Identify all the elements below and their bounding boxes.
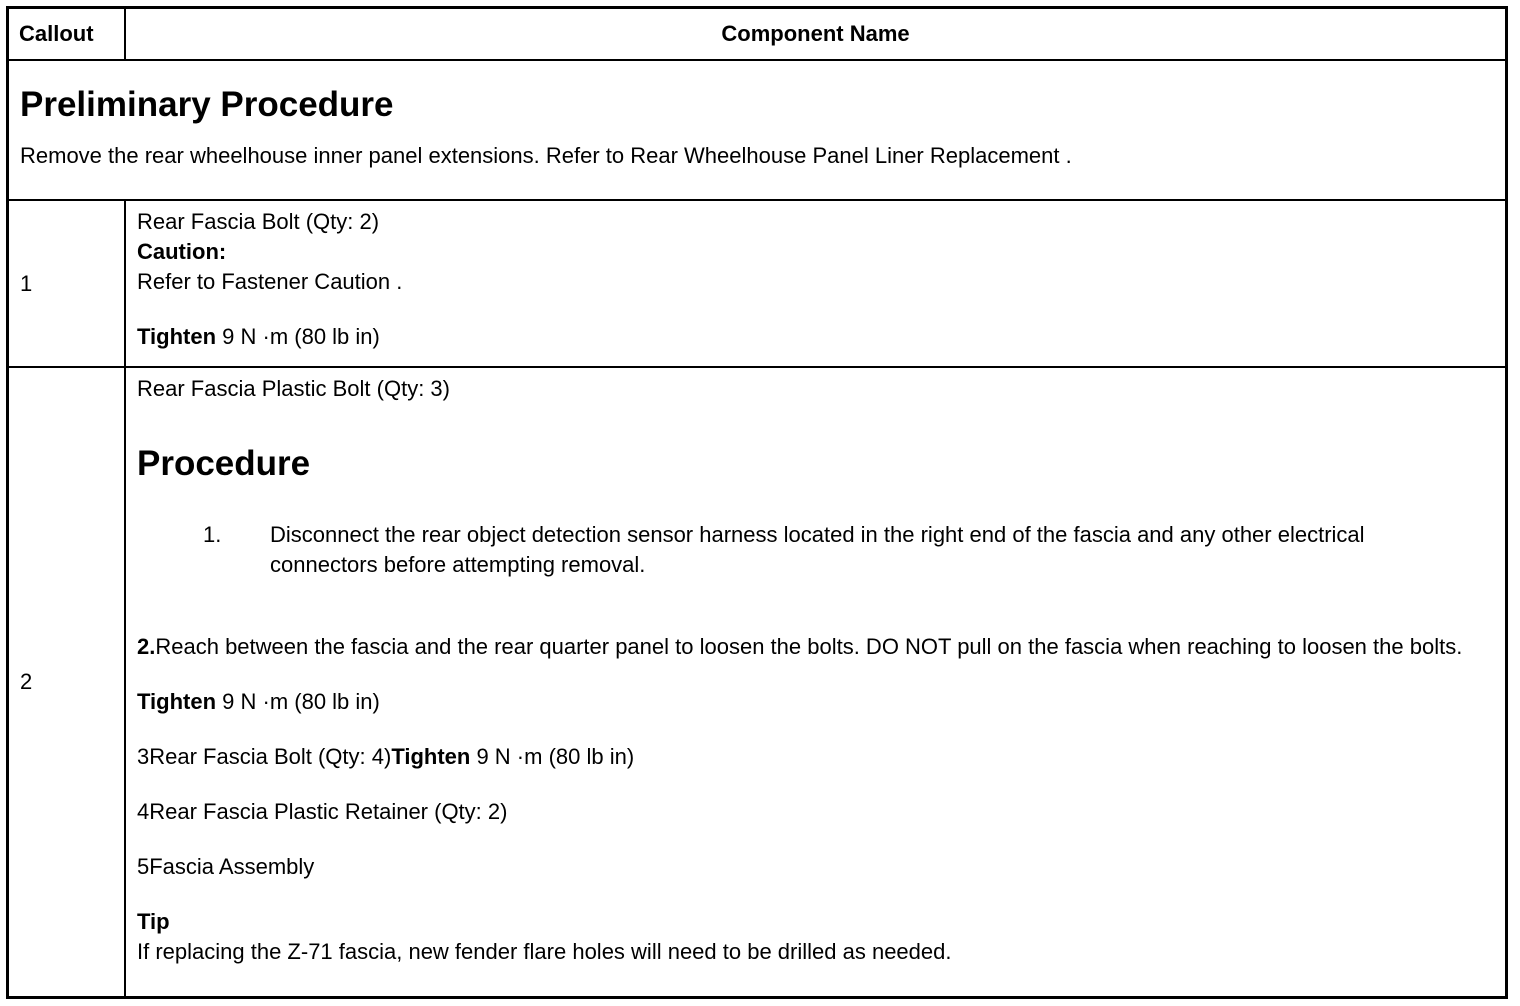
header-component-name: Component Name (125, 8, 1507, 61)
preliminary-text: Remove the rear wheelhouse inner panel extensions. Refer to Rear Wheelhouse Panel Liner Replacement . (20, 143, 1072, 168)
table-header-row (8, 8, 1507, 61)
list-item (137, 742, 1505, 772)
list-item: 4Rear Fascia Plastic Retainer (Qty: 2) (137, 799, 508, 824)
tighten-spec (137, 687, 1505, 717)
tighten-value: 9 N ·m (80 lb in) (216, 689, 380, 714)
callout-cell: 1 (8, 200, 126, 367)
procedure-step-1 (137, 520, 1505, 580)
tighten-spec (137, 322, 1505, 352)
step-number: 2. (137, 634, 156, 659)
procedure-title: Procedure (137, 444, 311, 483)
tip-label: Tip (137, 909, 170, 934)
step-text: Reach between the fascia and the rear quarter panel to loosen the bolts. DO NOT pull on the fascia when reaching to loosen the bolts. (155, 634, 1463, 659)
tighten-label: Tighten (391, 744, 471, 769)
step-number: 1. (203, 522, 222, 547)
component-cell (125, 200, 1507, 367)
callout-cell: 2 (8, 367, 126, 998)
component-name: Rear Fascia Bolt (Qty: 2) (137, 209, 380, 234)
tip-text: If replacing the Z-71 fascia, new fender flare holes will need to be drilled as needed. (137, 939, 952, 964)
preliminary-cell (8, 60, 1507, 200)
step-text: Disconnect the rear object detection sensor harness located in the right end of the fascia and any other electrical connectors before attempting removal. (270, 522, 1365, 577)
table-row (8, 367, 1507, 998)
component-table (6, 6, 1508, 999)
item-text: 3Rear Fascia Bolt (Qty: 4) (137, 744, 392, 769)
header-callout: Callout (8, 8, 126, 61)
preliminary-title: Preliminary Procedure (20, 85, 394, 124)
tighten-value: 9 N ·m (80 lb in) (216, 324, 380, 349)
component-name: Rear Fascia Plastic Bolt (Qty: 3) (137, 376, 450, 401)
list-item: 5Fascia Assembly (137, 854, 315, 879)
tighten-value: 9 N ·m (80 lb in) (470, 744, 635, 769)
tighten-label: Tighten (137, 324, 217, 349)
table-row (8, 200, 1507, 367)
preliminary-row (8, 60, 1507, 200)
procedure-step-2 (137, 632, 1505, 662)
caution-label: Caution: (137, 239, 227, 264)
component-cell (125, 367, 1507, 998)
caution-text: Refer to Fastener Caution . (137, 269, 403, 294)
tighten-label: Tighten (137, 689, 217, 714)
